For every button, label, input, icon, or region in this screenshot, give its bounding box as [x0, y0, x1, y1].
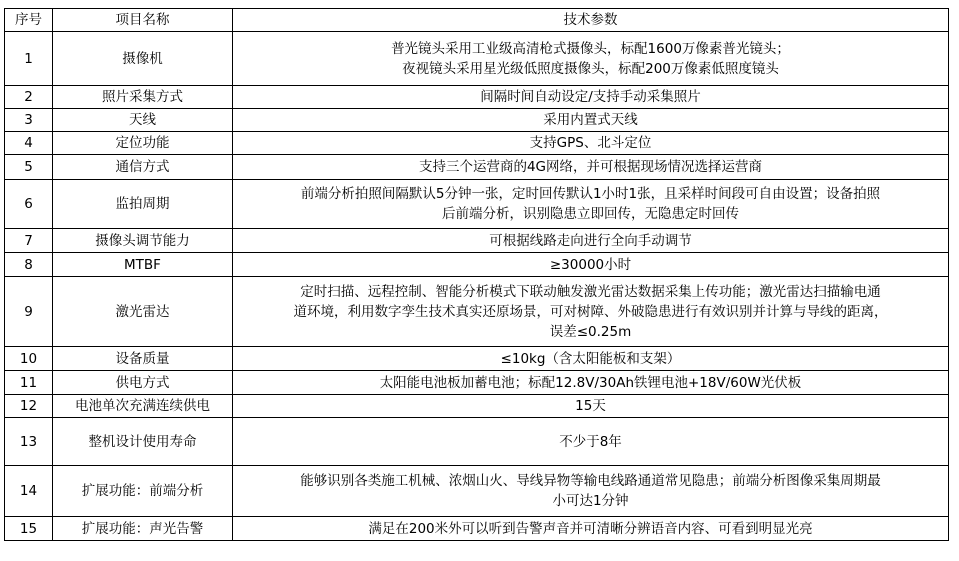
param-line: 太阳能电池板加蓄电池；标配12.8V/30Ah铁锂电池+18V/60W光伏板 — [379, 374, 802, 391]
param-line: 道环境，利用数字孪生技术真实还原场景，可对树障、外破隐患进行有效识别并计算与导线的距离， — [293, 303, 888, 320]
row-tech-params — [233, 229, 949, 253]
row-item-name: 扩展功能：前端分析 — [53, 466, 233, 517]
table-row — [5, 132, 949, 155]
table-row — [5, 32, 949, 86]
row-index: 5 — [5, 155, 53, 180]
row-tech-params — [233, 132, 949, 155]
row-tech-params — [233, 517, 949, 541]
param-line: 后前端分析，识别隐患立即回传，无隐患定时回传 — [442, 206, 739, 222]
header-name: 项目名称 — [53, 9, 233, 32]
param-line: ≥30000小时 — [549, 256, 632, 273]
row-item-name: 整机设计使用寿命 — [53, 418, 233, 466]
table-row — [5, 371, 949, 395]
param-line: 可根据线路走向进行全向手动调节 — [489, 232, 692, 249]
table-row — [5, 155, 949, 180]
row-tech-params — [233, 253, 949, 277]
header-index: 序号 — [5, 9, 53, 32]
row-index: 8 — [5, 253, 53, 277]
row-item-name: 摄像机 — [53, 32, 233, 86]
param-line: 不少于8年 — [559, 433, 622, 450]
param-line: 夜视镜头采用星光级低照度摄像头，标配200万像素低照度镜头 — [402, 60, 779, 77]
row-tech-params — [233, 466, 949, 517]
table-row — [5, 109, 949, 132]
row-index: 10 — [5, 347, 53, 371]
row-index: 15 — [5, 517, 53, 541]
param-line: 支持GPS、北斗定位 — [529, 135, 652, 151]
header-row — [5, 9, 949, 32]
row-tech-params — [233, 109, 949, 132]
table-row — [5, 517, 949, 541]
row-tech-params — [233, 180, 949, 229]
table-row — [5, 277, 949, 347]
table-row — [5, 418, 949, 466]
table-row — [5, 86, 949, 109]
row-item-name: 扩展功能：声光告警 — [53, 517, 233, 541]
row-tech-params — [233, 32, 949, 86]
row-index: 11 — [5, 371, 53, 395]
table-row — [5, 347, 949, 371]
param-line: 定时扫描、远程控制、智能分析模式下联动触发激光雷达数据采集上传功能；激光雷达扫描输电通 — [300, 283, 881, 300]
row-item-name: 通信方式 — [53, 155, 233, 180]
param-line: 前端分析拍照间隔默认5分钟一张，定时回传默认1小时1张，且采样时间段可自由设置；设备拍照 — [300, 186, 881, 202]
row-index: 1 — [5, 32, 53, 86]
row-item-name: 监拍周期 — [53, 180, 233, 229]
row-index: 3 — [5, 109, 53, 132]
row-index: 9 — [5, 277, 53, 347]
row-index: 4 — [5, 132, 53, 155]
table-row — [5, 229, 949, 253]
row-item-name: 设备质量 — [53, 347, 233, 371]
row-item-name: 供电方式 — [53, 371, 233, 395]
row-index: 6 — [5, 180, 53, 229]
row-tech-params — [233, 155, 949, 180]
header-params: 技术参数 — [233, 9, 949, 32]
table-row — [5, 253, 949, 277]
row-item-name: MTBF — [53, 253, 233, 277]
row-item-name: 定位功能 — [53, 132, 233, 155]
param-line: 误差≤0.25m — [549, 323, 632, 340]
row-tech-params — [233, 277, 949, 347]
table-body — [5, 32, 949, 541]
row-index: 13 — [5, 418, 53, 466]
row-tech-params — [233, 395, 949, 418]
param-line: 采用内置式天线 — [543, 112, 638, 128]
row-index: 14 — [5, 466, 53, 517]
table-row — [5, 180, 949, 229]
param-line: 支持三个运营商的4G网络，并可根据现场情况选择运营商 — [418, 159, 763, 175]
param-line: 满足在200米外可以听到告警声音并可清晰分辨语音内容、可看到明显光亮 — [368, 520, 813, 537]
param-line: 普光镜头采用工业级高清枪式摄像头，标配1600万像素普光镜头； — [391, 40, 790, 57]
table-row — [5, 395, 949, 418]
row-item-name: 激光雷达 — [53, 277, 233, 347]
param-line: 间隔时间自动设定/支持手动采集照片 — [480, 89, 701, 105]
row-item-name: 摄像头调节能力 — [53, 229, 233, 253]
row-item-name: 电池单次充满连续供电 — [53, 395, 233, 418]
spec-table — [4, 8, 949, 541]
row-item-name: 天线 — [53, 109, 233, 132]
row-index: 7 — [5, 229, 53, 253]
table-row — [5, 466, 949, 517]
param-line: ≤10kg（含太阳能板和支架） — [500, 350, 681, 367]
row-tech-params — [233, 371, 949, 395]
row-tech-params — [233, 86, 949, 109]
param-line: 能够识别各类施工机械、浓烟山火、导线异物等输电线路通道常见隐患；前端分析图像采集周期最 — [300, 473, 881, 489]
param-line: 15天 — [575, 398, 606, 414]
row-index: 2 — [5, 86, 53, 109]
row-tech-params — [233, 347, 949, 371]
row-index: 12 — [5, 395, 53, 418]
row-tech-params — [233, 418, 949, 466]
row-item-name: 照片采集方式 — [53, 86, 233, 109]
param-line: 小可达1分钟 — [552, 493, 629, 509]
